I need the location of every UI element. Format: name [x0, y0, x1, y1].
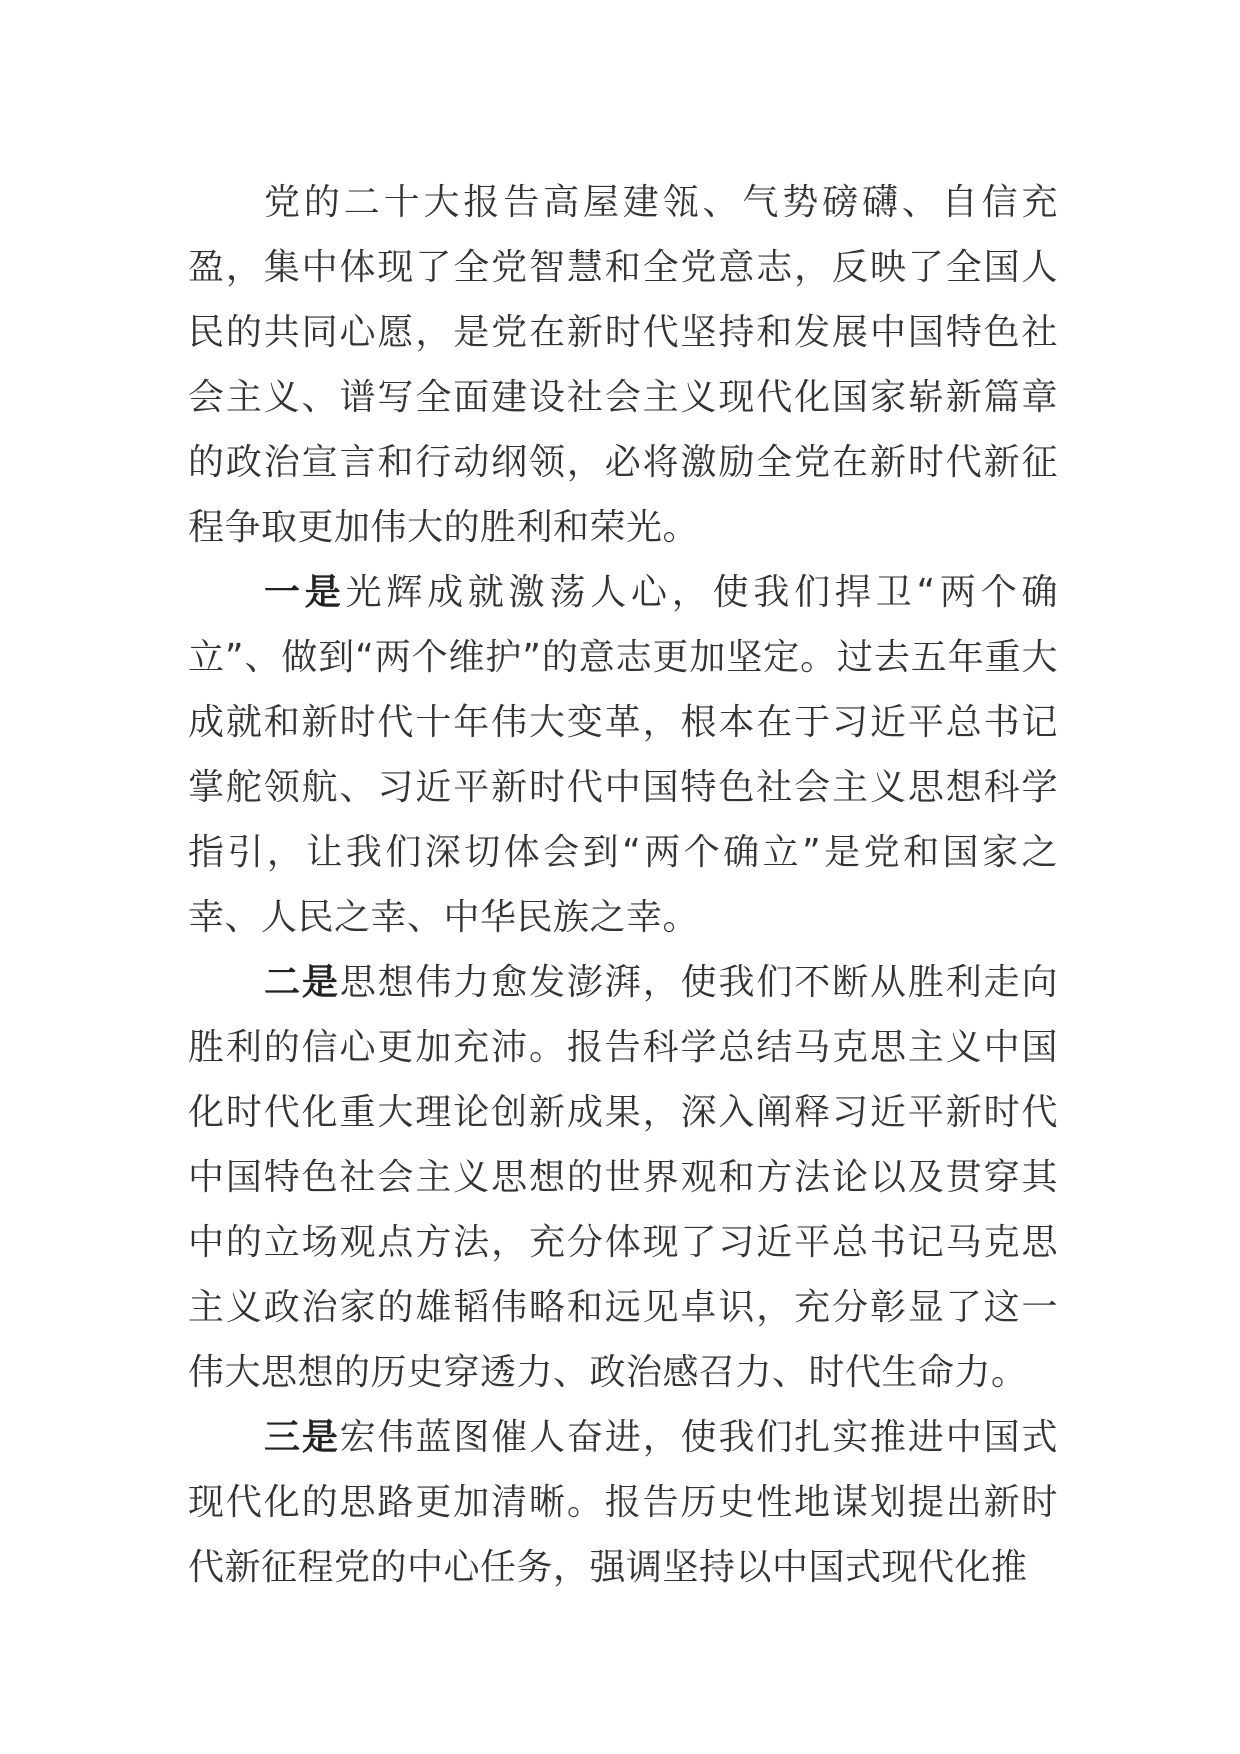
paragraph-point-three: [188, 1405, 1058, 1600]
paragraph-point-three-lead: 三是: [264, 1417, 340, 1458]
paragraph-intro: [188, 170, 1058, 560]
paragraph-point-two-lead: 二是: [264, 962, 340, 1003]
paragraph-point-two-text: 思想伟力愈发澎湃，使我们不断从胜利走向胜利的信心更加充沛。报告科学总结马克思主义中国化时代化重大理论创新成果，深入阐释习近平新时代中国特色社会主义思想的世界观和方法论以及贯穿其中的立场观点方法，充分体现了习近平总书记马克思主义政治家的雄韬伟略和远见卓识，充分彰显了这一伟大思想的历史穿透力、政治感召力、时代生命力。: [188, 962, 1058, 1393]
document-body: [188, 170, 1058, 1600]
paragraph-point-two: [188, 950, 1058, 1405]
paragraph-point-one-lead: 一是: [264, 572, 346, 613]
paragraph-point-one: [188, 560, 1058, 950]
paragraph-point-one-text: 光辉成就激荡人心，使我们捍卫“两个确立”、做到“两个维护”的意志更加坚定。过去五年重大成就和新时代十年伟大变革，根本在于习近平总书记掌舵领航、习近平新时代中国特色社会主义思想科学指引，让我们深切体会到“两个确立”是党和国家之幸、人民之幸、中华民族之幸。: [188, 572, 1058, 938]
paragraph-intro-text: 党的二十大报告高屋建瓴、气势磅礴、自信充盈，集中体现了全党智慧和全党意志，反映了全国人民的共同心愿，是党在新时代坚持和发展中国特色社会主义、谱写全面建设社会主义现代化国家崭新篇章的政治宣言和行动纲领，必将激励全党在新时代新征程争取更加伟大的胜利和荣光。: [188, 182, 1058, 548]
paragraph-point-three-text: 宏伟蓝图催人奋进，使我们扎实推进中国式现代化的思路更加清晰。报告历史性地谋划提出新时代新征程党的中心任务，强调坚持以中国式现代化推: [188, 1417, 1058, 1588]
